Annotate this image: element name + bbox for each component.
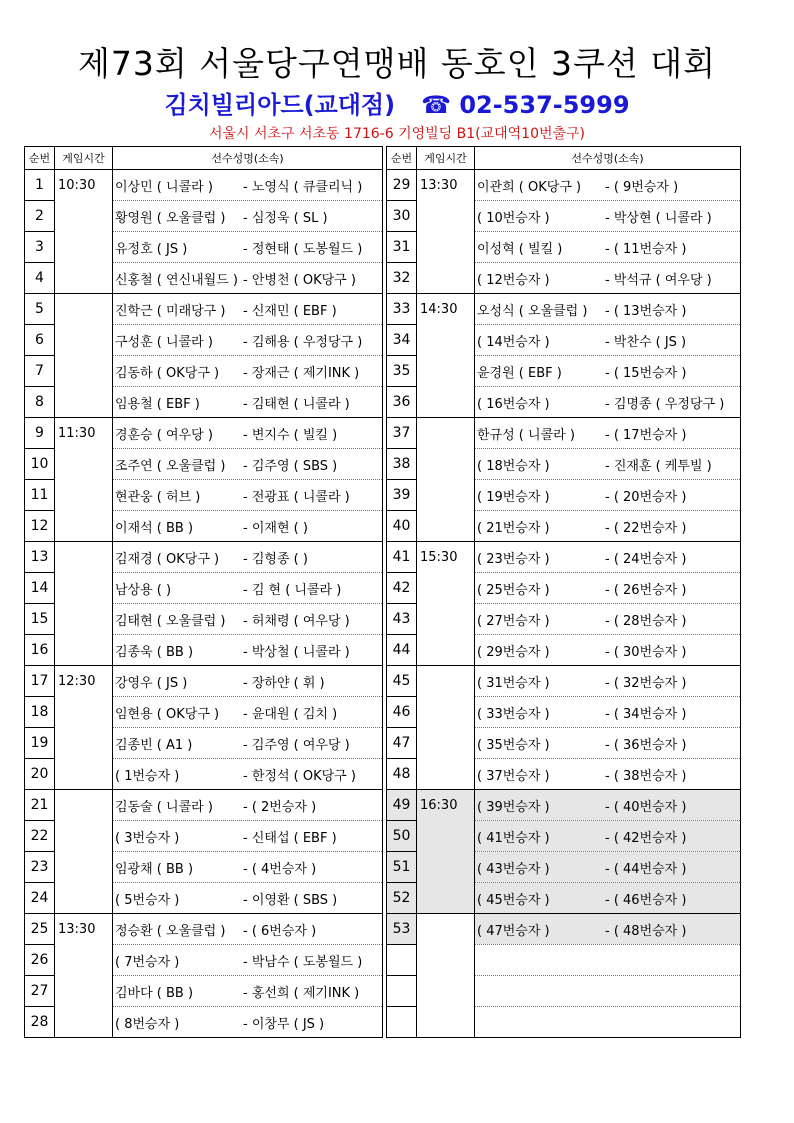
match-players — [475, 852, 741, 883]
player-a: 정승환 ( 오울클럽 ) — [115, 923, 226, 939]
match-number: 51 — [387, 852, 417, 883]
match-players — [475, 604, 741, 635]
player-b: - 전광표 ( 니콜라 ) — [243, 489, 350, 505]
match-players — [475, 232, 741, 263]
match-number: 34 — [387, 325, 417, 356]
match-players — [113, 821, 383, 852]
game-time: 10:30 — [55, 170, 113, 294]
match-players — [113, 356, 383, 387]
match-players — [475, 1007, 741, 1038]
match-number: 18 — [25, 697, 55, 728]
player-b: - 박상철 ( 니콜라 ) — [243, 644, 350, 660]
match-players — [113, 170, 383, 201]
player-a: 조주연 ( 오울클럽 ) — [115, 458, 226, 474]
player-b: - 변지수 ( 빌킬 ) — [243, 427, 338, 443]
match-players — [475, 387, 741, 418]
table-row — [25, 914, 383, 945]
match-number: 26 — [25, 945, 55, 976]
match-number — [387, 1007, 417, 1038]
player-a: 임현용 ( OK당구 ) — [115, 706, 220, 722]
match-players — [113, 728, 383, 759]
player-a: ( 25번승자 ) — [477, 582, 550, 598]
game-time — [417, 914, 475, 1038]
match-number: 30 — [387, 201, 417, 232]
match-number: 50 — [387, 821, 417, 852]
match-number: 7 — [25, 356, 55, 387]
match-number: 52 — [387, 883, 417, 914]
match-number: 45 — [387, 666, 417, 697]
match-number: 1 — [25, 170, 55, 201]
match-players — [475, 666, 741, 697]
venue-address: 서울시 서초구 서초동 1716-6 기영빌딩 B1(교대역10번출구) — [208, 126, 586, 142]
match-players — [475, 573, 741, 604]
player-b: - 한정석 ( OK당구 ) — [243, 768, 356, 784]
player-a: ( 37번승자 ) — [477, 768, 550, 784]
table-row — [387, 790, 741, 821]
player-a: ( 41번승자 ) — [477, 830, 550, 846]
player-b: - 김주영 ( 여우당 ) — [243, 737, 350, 753]
player-a: ( 14번승자 ) — [477, 334, 550, 350]
match-players — [475, 790, 741, 821]
player-b: - ( 46번승자 ) — [605, 892, 687, 908]
player-a: 임광채 ( BB ) — [115, 861, 194, 877]
player-b: - 박남수 ( 도봉월드 ) — [243, 954, 363, 970]
match-number — [387, 945, 417, 976]
player-a: ( 5번승자 ) — [115, 892, 180, 908]
match-players — [475, 759, 741, 790]
player-b: - 심정욱 ( SL ) — [243, 210, 328, 226]
player-a: 김태현 ( 오울클럽 ) — [115, 613, 226, 629]
match-number: 41 — [387, 542, 417, 573]
game-time: 13:30 — [55, 914, 113, 1038]
player-a: 임용철 ( EBF ) — [115, 396, 200, 412]
player-b: - 박석규 ( 여우당 ) — [605, 272, 712, 288]
player-b: - ( 20번승자 ) — [605, 489, 687, 505]
player-a: ( 7번승자 ) — [115, 954, 180, 970]
match-number: 39 — [387, 480, 417, 511]
match-players — [113, 263, 383, 294]
match-players — [113, 852, 383, 883]
player-b: - 김태현 ( 니콜라 ) — [243, 396, 350, 412]
player-b: - ( 6번승자 ) — [243, 923, 317, 939]
game-time: 15:30 — [417, 542, 475, 666]
match-number: 36 — [387, 387, 417, 418]
player-b: - 신재민 ( EBF ) — [243, 303, 337, 319]
match-number: 40 — [387, 511, 417, 542]
player-b: - ( 11번승자 ) — [605, 241, 687, 257]
match-players — [113, 914, 383, 945]
player-a: ( 16번승자 ) — [477, 396, 550, 412]
player-b: - ( 15번승자 ) — [605, 365, 687, 381]
match-number: 42 — [387, 573, 417, 604]
player-b: - ( 17번승자 ) — [605, 427, 687, 443]
player-a: 이관희 ( OK당구 ) — [477, 179, 582, 195]
match-players — [113, 418, 383, 449]
table-row — [25, 418, 383, 449]
player-b: - 정현태 ( 도봉월드 ) — [243, 241, 363, 257]
player-a: ( 35번승자 ) — [477, 737, 550, 753]
player-b: - 장재근 ( 제기INK ) — [243, 365, 360, 381]
table-header-row — [25, 147, 383, 170]
match-players — [113, 232, 383, 263]
player-b: - ( 36번승자 ) — [605, 737, 687, 753]
player-b: - ( 30번승자 ) — [605, 644, 687, 660]
game-time: 13:30 — [417, 170, 475, 294]
header-order: 순번 — [25, 147, 55, 170]
player-a: 현관웅 ( 허브 ) — [115, 489, 201, 505]
match-number: 35 — [387, 356, 417, 387]
match-number: 15 — [25, 604, 55, 635]
table-row — [387, 666, 741, 697]
player-b: - ( 48번승자 ) — [605, 923, 687, 939]
match-players — [475, 325, 741, 356]
match-players — [113, 325, 383, 356]
match-number: 47 — [387, 728, 417, 759]
venue-phone: ☎ 02-537-5999 — [421, 91, 630, 119]
player-a: ( 27번승자 ) — [477, 613, 550, 629]
match-number: 8 — [25, 387, 55, 418]
match-number: 22 — [25, 821, 55, 852]
match-number: 10 — [25, 449, 55, 480]
match-players — [113, 666, 383, 697]
match-number: 13 — [25, 542, 55, 573]
player-b: - 김해용 ( 우정당구 ) — [243, 334, 363, 350]
player-a: ( 23번승자 ) — [477, 551, 550, 567]
player-a: ( 21번승자 ) — [477, 520, 550, 536]
match-players — [113, 1007, 383, 1038]
table-row — [25, 294, 383, 325]
player-b: - 이영환 ( SBS ) — [243, 892, 338, 908]
match-number: 43 — [387, 604, 417, 635]
match-players — [475, 294, 741, 325]
match-players — [475, 945, 741, 976]
player-a: 한규성 ( 니콜라 ) — [477, 427, 575, 443]
match-number: 6 — [25, 325, 55, 356]
match-number: 29 — [387, 170, 417, 201]
player-a: 신홍철 ( 연신내월드 ) — [115, 272, 239, 288]
match-number: 14 — [25, 573, 55, 604]
player-a: ( 19번승자 ) — [477, 489, 550, 505]
player-a: 김재경 ( OK당구 ) — [115, 551, 220, 567]
match-number: 4 — [25, 263, 55, 294]
match-players — [113, 604, 383, 635]
player-a: 구성훈 ( 니콜라 ) — [115, 334, 213, 350]
player-a: ( 31번승자 ) — [477, 675, 550, 691]
game-time — [417, 418, 475, 542]
match-players — [475, 263, 741, 294]
match-players — [113, 294, 383, 325]
player-a: ( 45번승자 ) — [477, 892, 550, 908]
header-order: 순번 — [387, 147, 417, 170]
match-players — [475, 821, 741, 852]
match-players — [475, 728, 741, 759]
match-number: 49 — [387, 790, 417, 821]
player-b: - ( 9번승자 ) — [605, 179, 679, 195]
player-b: - 장하얀 ( 휘 ) — [243, 675, 325, 691]
player-a: 이성혁 ( 빌킬 ) — [477, 241, 563, 257]
player-b: - ( 26번승자 ) — [605, 582, 687, 598]
match-players — [475, 356, 741, 387]
player-b: - ( 24번승자 ) — [605, 551, 687, 567]
table-row — [25, 542, 383, 573]
player-a: ( 43번승자 ) — [477, 861, 550, 877]
header-players: 선수성명(소속) — [475, 147, 741, 170]
match-players — [475, 201, 741, 232]
player-b: - 박상현 ( 니콜라 ) — [605, 210, 712, 226]
match-number: 3 — [25, 232, 55, 263]
table-header-row — [387, 147, 741, 170]
match-players — [113, 480, 383, 511]
player-a: ( 39번승자 ) — [477, 799, 550, 815]
match-number: 53 — [387, 914, 417, 945]
player-a: ( 8번승자 ) — [115, 1016, 180, 1032]
match-number: 31 — [387, 232, 417, 263]
player-a: 남상용 ( ) — [115, 582, 172, 598]
player-a: 진학근 ( 미래당구 ) — [115, 303, 226, 319]
table-row — [25, 666, 383, 697]
match-number: 37 — [387, 418, 417, 449]
match-number: 25 — [25, 914, 55, 945]
player-b: - 김주영 ( SBS ) — [243, 458, 338, 474]
game-time — [55, 542, 113, 666]
match-players — [113, 759, 383, 790]
player-a: 강영우 ( JS ) — [115, 675, 188, 691]
match-players — [113, 976, 383, 1007]
game-time — [55, 790, 113, 914]
player-b: - ( 4번승자 ) — [243, 861, 317, 877]
match-number: 23 — [25, 852, 55, 883]
match-players — [475, 418, 741, 449]
header-time: 게임시간 — [55, 147, 113, 170]
table-row — [387, 170, 741, 201]
player-b: - 진재훈 ( 케투빌 ) — [605, 458, 712, 474]
match-players — [113, 945, 383, 976]
player-a: ( 29번승자 ) — [477, 644, 550, 660]
match-players — [475, 170, 741, 201]
game-time: 12:30 — [55, 666, 113, 790]
match-players — [113, 883, 383, 914]
match-players — [475, 635, 741, 666]
match-players — [475, 449, 741, 480]
player-b: - ( 22번승자 ) — [605, 520, 687, 536]
table-row — [387, 418, 741, 449]
match-number: 46 — [387, 697, 417, 728]
table-row — [387, 294, 741, 325]
match-number: 20 — [25, 759, 55, 790]
player-a: ( 1번승자 ) — [115, 768, 180, 784]
player-a: 이재석 ( BB ) — [115, 520, 194, 536]
player-a: 오성식 ( 오울클럽 ) — [477, 303, 588, 319]
player-b: - 홍선희 ( 제기INK ) — [243, 985, 360, 1001]
match-players — [113, 511, 383, 542]
player-b: - ( 40번승자 ) — [605, 799, 687, 815]
player-a: 김동하 ( OK당구 ) — [115, 365, 220, 381]
table-row — [387, 914, 741, 945]
match-number: 48 — [387, 759, 417, 790]
player-a: 김종빈 ( A1 ) — [115, 737, 193, 753]
match-players — [475, 542, 741, 573]
match-players — [113, 542, 383, 573]
match-number: 17 — [25, 666, 55, 697]
match-players — [113, 635, 383, 666]
game-time: 11:30 — [55, 418, 113, 542]
match-players — [113, 573, 383, 604]
player-b: - 이창무 ( JS ) — [243, 1016, 325, 1032]
player-b: - 김 현 ( 니콜라 ) — [243, 582, 342, 598]
match-number: 44 — [387, 635, 417, 666]
match-number: 24 — [25, 883, 55, 914]
header-time: 게임시간 — [417, 147, 475, 170]
table-row — [25, 790, 383, 821]
player-a: 김바다 ( BB ) — [115, 985, 194, 1001]
player-b: - ( 34번승자 ) — [605, 706, 687, 722]
player-b: - ( 42번승자 ) — [605, 830, 687, 846]
match-number: 28 — [25, 1007, 55, 1038]
header-players: 선수성명(소속) — [113, 147, 383, 170]
player-b: - 이재현 ( ) — [243, 520, 308, 536]
match-number: 11 — [25, 480, 55, 511]
player-b: - ( 44번승자 ) — [605, 861, 687, 877]
match-players — [113, 201, 383, 232]
player-b: - 신태섭 ( EBF ) — [243, 830, 337, 846]
player-a: 윤경원 ( EBF ) — [477, 365, 562, 381]
match-players — [475, 697, 741, 728]
page-title: 제73회 서울당구연맹배 동호인 3쿠션 대회 — [78, 44, 716, 83]
game-time — [55, 294, 113, 418]
player-a: 김동술 ( 니콜라 ) — [115, 799, 213, 815]
match-number: 32 — [387, 263, 417, 294]
player-b: - 노영식 ( 큐클리닉 ) — [243, 179, 363, 195]
match-number: 21 — [25, 790, 55, 821]
venue-line — [0, 89, 794, 121]
match-number: 38 — [387, 449, 417, 480]
match-players — [113, 387, 383, 418]
match-number: 2 — [25, 201, 55, 232]
player-a: 김종욱 ( BB ) — [115, 644, 194, 660]
table-row — [25, 170, 383, 201]
player-b: - ( 32번승자 ) — [605, 675, 687, 691]
match-players — [475, 883, 741, 914]
player-b: - 안병천 ( OK당구 ) — [243, 272, 356, 288]
player-a: 유정호 ( JS ) — [115, 241, 188, 257]
player-a: ( 12번승자 ) — [477, 272, 550, 288]
game-time — [417, 666, 475, 790]
player-a: ( 3번승자 ) — [115, 830, 180, 846]
player-b: - 박찬수 ( JS ) — [605, 334, 687, 350]
player-a: ( 33번승자 ) — [477, 706, 550, 722]
match-number: 27 — [25, 976, 55, 1007]
game-time: 14:30 — [417, 294, 475, 418]
player-b: - ( 28번승자 ) — [605, 613, 687, 629]
match-number: 12 — [25, 511, 55, 542]
match-players — [475, 480, 741, 511]
match-players — [113, 697, 383, 728]
player-b: - ( 2번승자 ) — [243, 799, 317, 815]
venue-name: 김치빌리아드(교대점) — [164, 91, 396, 119]
schedule-table-right — [386, 146, 741, 1038]
match-number: 5 — [25, 294, 55, 325]
player-a: ( 47번승자 ) — [477, 923, 550, 939]
player-a: 이상민 ( 니콜라 ) — [115, 179, 213, 195]
match-number: 16 — [25, 635, 55, 666]
player-a: ( 10번승자 ) — [477, 210, 550, 226]
game-time: 16:30 — [417, 790, 475, 914]
match-players — [475, 511, 741, 542]
table-row — [387, 542, 741, 573]
match-number: 19 — [25, 728, 55, 759]
player-b: - 윤대원 ( 김치 ) — [243, 706, 338, 722]
player-b: - ( 13번승자 ) — [605, 303, 687, 319]
player-a: ( 18번승자 ) — [477, 458, 550, 474]
match-number: 9 — [25, 418, 55, 449]
match-players — [113, 449, 383, 480]
match-players — [113, 790, 383, 821]
match-players — [475, 976, 741, 1007]
match-players — [475, 914, 741, 945]
match-number: 33 — [387, 294, 417, 325]
player-a: 경훈승 ( 여우당 ) — [115, 427, 213, 443]
match-number — [387, 976, 417, 1007]
player-b: - 허채령 ( 여우당 ) — [243, 613, 350, 629]
player-b: - 김명종 ( 우정당구 ) — [605, 396, 725, 412]
player-b: - ( 38번승자 ) — [605, 768, 687, 784]
player-b: - 김형종 ( ) — [243, 551, 308, 567]
player-a: 황영원 ( 오울클럽 ) — [115, 210, 226, 226]
schedule-table-left — [24, 146, 383, 1038]
